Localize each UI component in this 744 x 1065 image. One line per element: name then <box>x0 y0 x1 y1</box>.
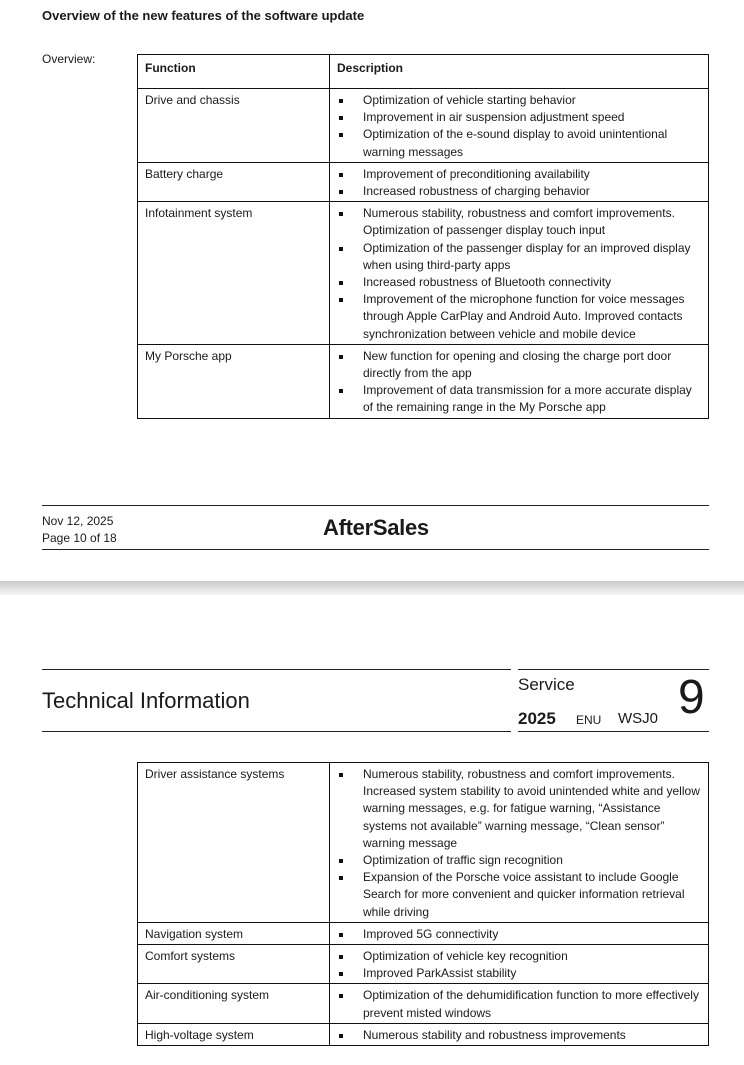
description-bullet-item: Numerous stability, robustness and comfort improvements. Optimization of passenger display touch input <box>337 205 702 239</box>
description-cell <box>330 984 709 1023</box>
description-bullet-item: Optimization of the dehumidification function to more effectively prevent misted windows <box>337 987 702 1021</box>
description-bullet-item: Optimization of the passenger display for an improved display when using third-party apps <box>337 240 702 274</box>
description-list <box>337 205 702 343</box>
description-bullet-item: Numerous stability and robustness improvements <box>337 1027 702 1044</box>
description-cell <box>330 922 709 944</box>
overview-label: Overview: <box>42 52 96 66</box>
features-table-page2 <box>137 762 709 1046</box>
description-bullet-item: Expansion of the Porsche voice assistant to include Google Search for more convenient and quicker information retrieval while driving <box>337 869 702 921</box>
table-row <box>138 984 709 1023</box>
function-cell: Driver assistance systems <box>138 763 330 923</box>
function-cell: Air-conditioning system <box>138 984 330 1023</box>
features-table-page1 <box>137 54 709 419</box>
table-row <box>138 1023 709 1045</box>
description-bullet-item: Optimization of vehicle starting behavior <box>337 92 702 109</box>
function-cell: High-voltage system <box>138 1023 330 1045</box>
description-bullet-item: Optimization of vehicle key recognition <box>337 948 702 965</box>
description-list <box>337 987 702 1021</box>
function-column-header: Function <box>138 55 330 89</box>
service-label: Service <box>518 675 575 694</box>
description-bullet-item: Improvement of preconditioning availability <box>337 166 702 183</box>
description-bullet-item: Increased robustness of charging behavior <box>337 183 702 200</box>
description-bullet-item: Increased robustness of Bluetooth connectivity <box>337 274 702 291</box>
campaign-code: WSJ0 <box>618 710 659 727</box>
description-list <box>337 348 702 417</box>
header-bottom-rule-left <box>42 731 511 732</box>
description-bullet-item: Improved 5G connectivity <box>337 926 702 943</box>
footer-page-number: Page 10 of 18 <box>42 531 117 545</box>
description-cell <box>330 89 709 163</box>
table-row <box>138 202 709 345</box>
description-cell <box>330 1023 709 1045</box>
description-bullet-item: Improvement in air suspension adjustment speed <box>337 109 702 126</box>
table-row <box>138 89 709 163</box>
description-column-header: Description <box>330 55 709 89</box>
footer-top-rule <box>42 505 709 506</box>
language-code: ENU <box>576 713 602 727</box>
description-cell <box>330 162 709 201</box>
description-bullet-item: New function for opening and closing the charge port door directly from the app <box>337 348 702 382</box>
description-list <box>337 166 702 200</box>
description-cell <box>330 344 709 418</box>
description-list <box>337 948 702 982</box>
description-cell <box>330 763 709 923</box>
description-bullet-item: Optimization of the e-sound display to avoid unintentional warning messages <box>337 126 702 160</box>
aftersales-brand: AfterSales <box>323 515 429 540</box>
function-cell: Navigation system <box>138 922 330 944</box>
description-list <box>337 92 702 161</box>
description-cell <box>330 945 709 984</box>
header-bottom-rule-right <box>518 731 709 732</box>
table-row <box>138 763 709 923</box>
table-row <box>138 922 709 944</box>
description-list <box>337 766 702 921</box>
header-top-rule-right <box>518 669 709 670</box>
table-header-row <box>138 55 709 89</box>
description-list <box>337 926 702 943</box>
function-cell: Battery charge <box>138 162 330 201</box>
table-row <box>138 945 709 984</box>
description-list <box>337 1027 702 1044</box>
description-bullet-item: Improved ParkAssist stability <box>337 965 702 982</box>
description-bullet-item: Optimization of traffic sign recognition <box>337 852 702 869</box>
technical-information-title: Technical Information <box>42 688 250 713</box>
description-cell <box>330 202 709 345</box>
footer-date-page <box>42 513 117 547</box>
service-year: 2025 <box>518 709 556 728</box>
function-cell: My Porsche app <box>138 344 330 418</box>
footer-date: Nov 12, 2025 <box>42 514 114 528</box>
description-bullet-item: Numerous stability, robustness and comfort improvements. Increased system stability to avoid unintended white and yellow warning messages, e.g. for fatigue warning, “Assistance systems not available” warning message, “Clean sensor” warning message <box>337 766 702 852</box>
description-bullet-item: Improvement of data transmission for a more accurate display of the remaining range in the My Porsche app <box>337 382 702 416</box>
section-heading: Overview of the new features of the software update <box>42 8 365 23</box>
description-bullet-item: Improvement of the microphone function for voice messages through Apple CarPlay and Android Auto. Improved contacts synchronization between vehicle and mobile device <box>337 291 702 343</box>
function-cell: Infotainment system <box>138 202 330 345</box>
function-cell: Drive and chassis <box>138 89 330 163</box>
table-row <box>138 162 709 201</box>
footer-bottom-rule <box>42 549 709 550</box>
function-cell: Comfort systems <box>138 945 330 984</box>
service-number: 9 <box>678 671 705 724</box>
page-separator <box>0 581 744 595</box>
table-row <box>138 344 709 418</box>
header-top-rule-left <box>42 669 511 670</box>
